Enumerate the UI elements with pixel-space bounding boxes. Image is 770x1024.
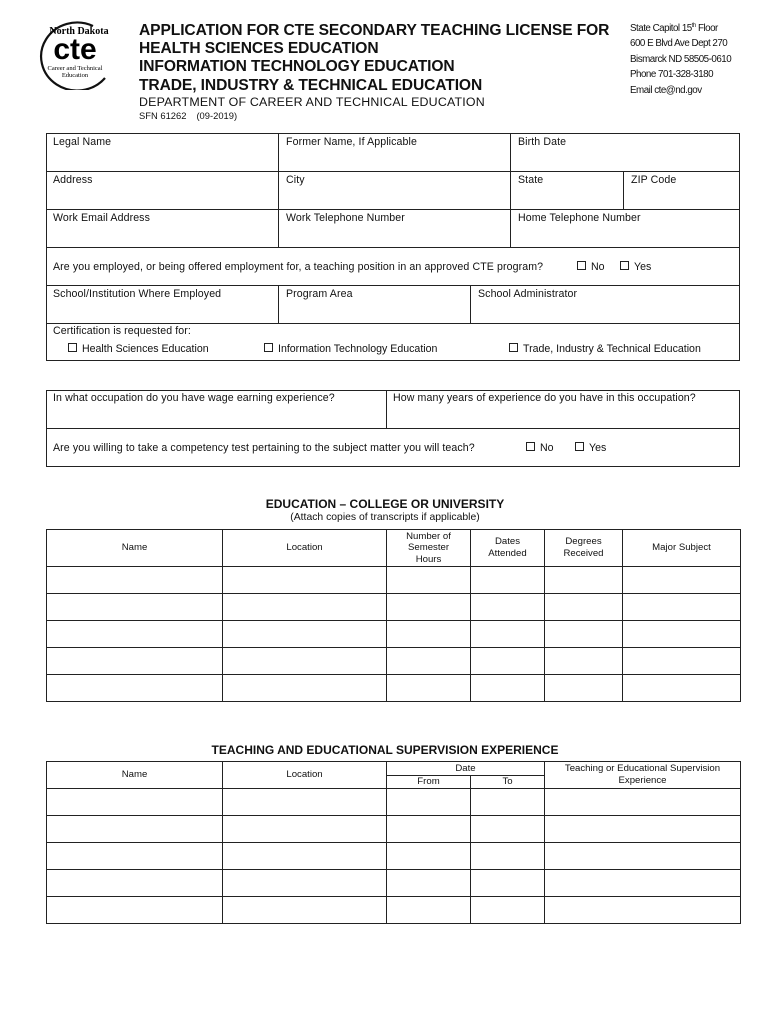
table-row bbox=[47, 789, 741, 816]
table-row bbox=[47, 567, 741, 594]
col-name: Name bbox=[47, 762, 223, 789]
logo-line2: Career and Technical bbox=[47, 65, 103, 72]
department-name: DEPARTMENT OF CAREER AND TECHNICAL EDUCATION bbox=[139, 95, 485, 109]
col-dates-attended: Dates Attended bbox=[471, 530, 545, 567]
checkbox-icon bbox=[577, 261, 586, 270]
teaching-table bbox=[46, 761, 741, 924]
cert-health-sciences-checkbox[interactable]: Health Sciences Education bbox=[68, 343, 209, 355]
col-semester-hours: Number of Semester Hours bbox=[387, 530, 471, 567]
form-number bbox=[139, 110, 247, 121]
table-row bbox=[47, 648, 741, 675]
address-line-1: State Capitol 15th Floor bbox=[630, 23, 718, 34]
col-name: Name bbox=[47, 530, 223, 567]
agency-address bbox=[630, 21, 731, 98]
education-subtitle: (Attach copies of transcripts if applicable) bbox=[290, 512, 480, 523]
school-employed-field[interactable]: School/Institution Where Employed bbox=[53, 288, 222, 300]
table-row bbox=[47, 816, 741, 843]
teaching-rows bbox=[47, 789, 741, 924]
logo-line3: Education bbox=[61, 72, 89, 79]
education-header-row bbox=[47, 530, 741, 567]
checkbox-icon bbox=[575, 442, 584, 451]
title-line-3: INFORMATION TECHNOLOGY EDUCATION bbox=[139, 58, 455, 76]
address-line-3: Bismarck ND 58505-0610 bbox=[630, 53, 732, 65]
school-administrator-field[interactable]: School Administrator bbox=[478, 288, 578, 300]
col-date-to: To bbox=[471, 776, 545, 789]
nd-cte-logo bbox=[35, 20, 121, 90]
table-row bbox=[47, 594, 741, 621]
program-area-field[interactable]: Program Area bbox=[286, 288, 353, 300]
table-row bbox=[47, 897, 741, 924]
table-row bbox=[47, 870, 741, 897]
employment-no-checkbox[interactable]: No bbox=[577, 261, 605, 273]
education-title: EDUCATION – COLLEGE OR UNIVERSITY bbox=[265, 497, 505, 511]
competency-yes-checkbox[interactable]: Yes bbox=[575, 442, 606, 454]
employment-question: Are you employed, or being offered employment for, a teaching position in an approved CTE program? bbox=[53, 261, 544, 273]
city-field[interactable]: City bbox=[286, 174, 305, 186]
zip-code-field[interactable]: ZIP Code bbox=[631, 174, 677, 186]
competency-no-checkbox[interactable]: No bbox=[526, 442, 554, 454]
competency-question: Are you willing to take a competency test pertaining to the subject matter you will teach? bbox=[53, 442, 475, 454]
logo-mark: cte bbox=[53, 33, 97, 66]
address-email: Email cte@nd.gov bbox=[630, 84, 702, 96]
education-table bbox=[46, 529, 741, 702]
checkbox-icon bbox=[264, 343, 273, 352]
col-degrees-received: Degrees Received bbox=[545, 530, 623, 567]
col-major-subject: Major Subject bbox=[623, 530, 741, 567]
col-date: Date bbox=[387, 762, 545, 776]
occupation-field[interactable]: In what occupation do you have wage earning experience? bbox=[53, 392, 335, 404]
state-field[interactable]: State bbox=[518, 174, 544, 186]
checkbox-icon bbox=[68, 343, 77, 352]
col-date-from: From bbox=[387, 776, 471, 789]
sfn-number: SFN 61262 bbox=[139, 110, 187, 121]
address-phone: Phone 701-328-3180 bbox=[630, 69, 714, 81]
certification-label: Certification is requested for: bbox=[53, 325, 191, 337]
cert-information-technology-checkbox[interactable]: Information Technology Education bbox=[264, 343, 437, 355]
address-line-2: 600 E Blvd Ave Dept 270 bbox=[630, 38, 728, 50]
birth-date-field[interactable]: Birth Date bbox=[518, 136, 567, 148]
legal-name-field[interactable]: Legal Name bbox=[53, 136, 112, 148]
work-phone-field[interactable]: Work Telephone Number bbox=[286, 212, 405, 224]
years-experience-field[interactable]: How many years of experience do you have in this occupation? bbox=[393, 392, 696, 404]
form-title bbox=[139, 22, 619, 95]
education-rows bbox=[47, 567, 741, 702]
former-name-field[interactable]: Former Name, If Applicable bbox=[286, 136, 417, 148]
checkbox-icon bbox=[526, 442, 535, 451]
table-row bbox=[47, 843, 741, 870]
cert-trade-industry-checkbox[interactable]: Trade, Industry & Technical Education bbox=[509, 343, 701, 355]
work-email-field[interactable]: Work Email Address bbox=[53, 212, 150, 224]
teaching-title: TEACHING AND EDUCATIONAL SUPERVISION EXPERIENCE bbox=[211, 743, 559, 757]
checkbox-icon bbox=[509, 343, 518, 352]
teaching-header-row bbox=[47, 762, 741, 776]
title-line-4: TRADE, INDUSTRY & TECHNICAL EDUCATION bbox=[139, 76, 483, 94]
employment-yes-checkbox[interactable]: Yes bbox=[620, 261, 651, 273]
table-row bbox=[47, 675, 741, 702]
col-location: Location bbox=[223, 762, 387, 789]
title-line-1: APPLICATION FOR CTE SECONDARY TEACHING LICENSE FOR bbox=[139, 22, 610, 39]
col-supervision-experience: Teaching or Educational Supervision Experience bbox=[545, 762, 741, 789]
col-location: Location bbox=[223, 530, 387, 567]
checkbox-icon bbox=[620, 261, 629, 270]
home-phone-field[interactable]: Home Telephone Number bbox=[518, 212, 641, 224]
logo-line1: North Dakota bbox=[49, 26, 109, 37]
title-line-2: HEALTH SCIENCES EDUCATION bbox=[139, 40, 379, 58]
address-field[interactable]: Address bbox=[53, 174, 93, 186]
table-row bbox=[47, 621, 741, 648]
sfn-date: (09-2019) bbox=[196, 110, 238, 121]
